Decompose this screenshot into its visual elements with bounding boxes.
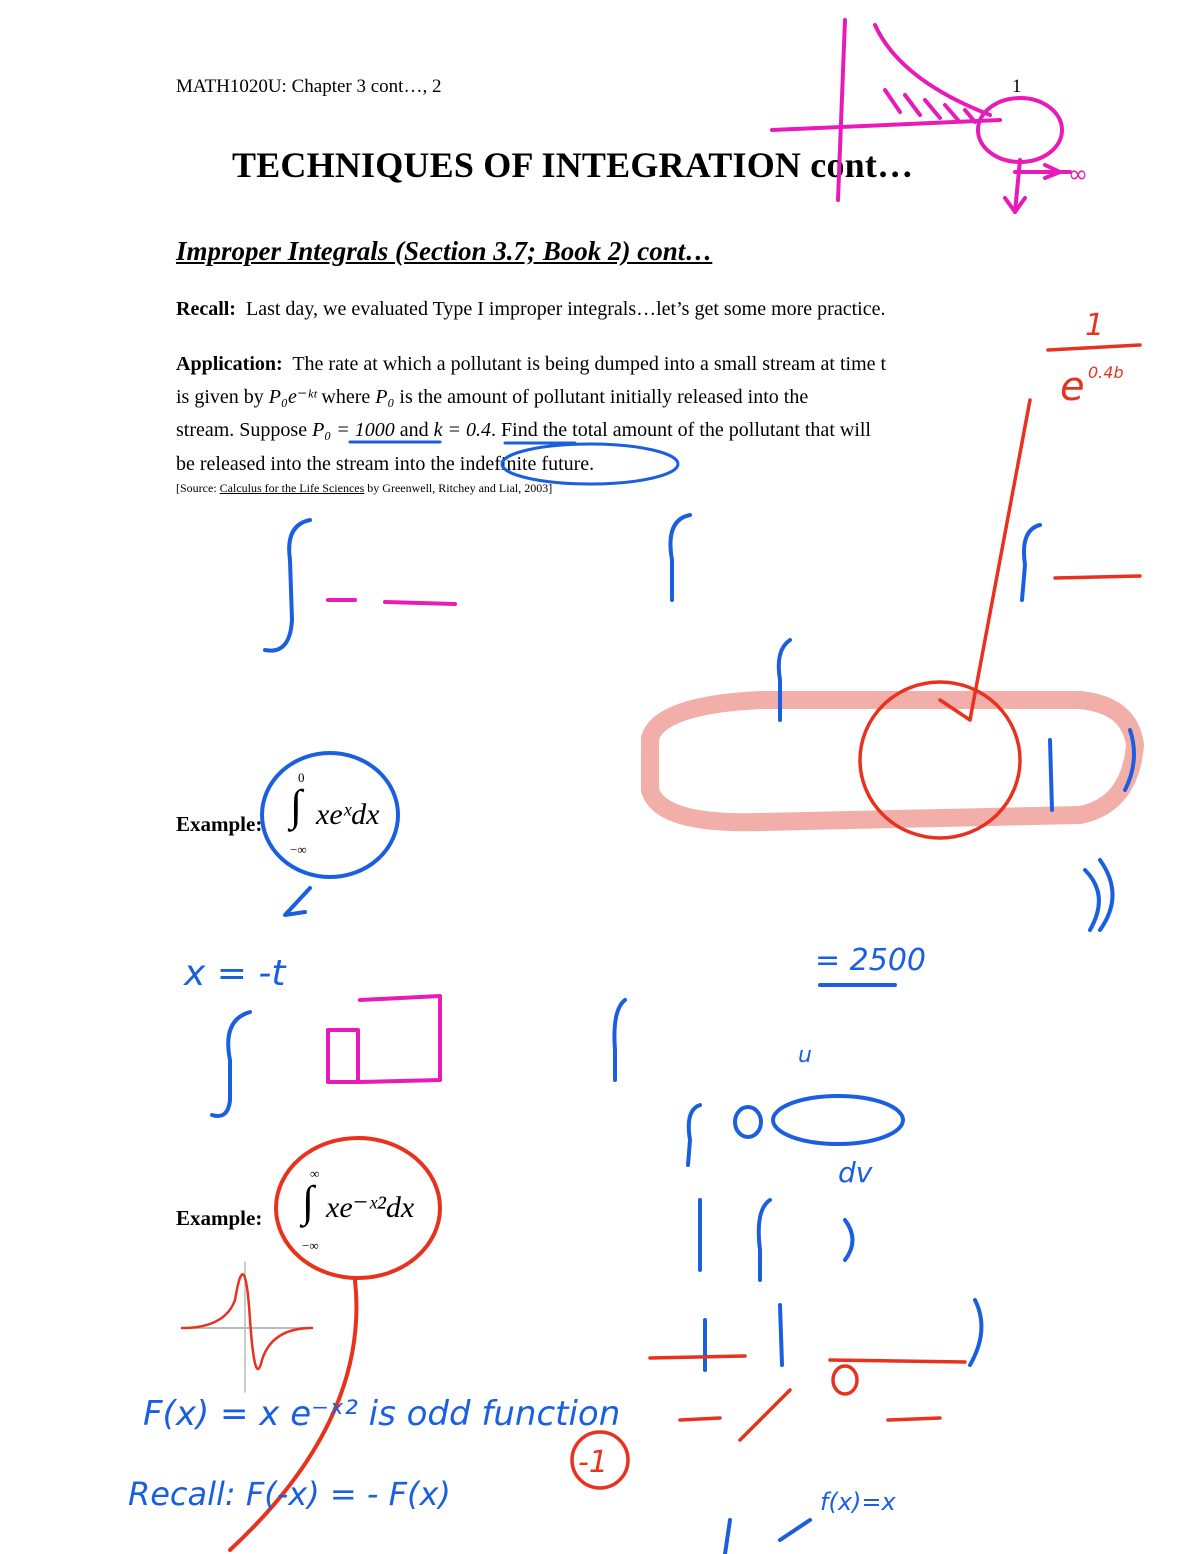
example-2-integrand: xe⁻ˣ²dx [326,1191,415,1224]
pink-infinity-icon: ∞ [1068,160,1088,188]
red-denominator: e [1060,364,1085,410]
formula-k: k = 0.4 [433,419,492,441]
integral-sign: ∫ [302,1177,315,1226]
integral-sign: ∫ [290,781,303,830]
red-numerator-one: 1 [1085,308,1105,343]
application-line-4: be released into the stream into the indefinite future. [176,453,595,475]
application-text-3b: and [399,419,429,441]
fx-label: f(x)=x [820,1488,896,1516]
example-2-circle [276,1138,440,1278]
recall-odd-label: Recall: F(-x) = - F(x) [128,1475,451,1513]
application-text-2c: is the amount of pollutant initially released into the [399,386,809,408]
source-suffix: by Greenwell, Ritchey and Lial, 2003] [367,481,553,495]
example-2-upper-limit: ∞ [310,1166,320,1181]
pink-sketch [772,20,1070,212]
example-2-lower-limit: −∞ [302,1238,319,1253]
recall-label: Recall: [176,298,236,320]
page-title: TECHNIQUES OF INTEGRATION cont… [232,145,914,185]
source-prefix: [Source: [176,481,217,495]
odd-function-label: F(x) = x e⁻ˣ² is odd function [143,1394,621,1434]
page-number: 1 [1012,76,1022,97]
recall-text: Last day, we evaluated Type I improper integrals…let’s get some more practice. [245,298,886,320]
indefinite-future-circle [502,444,678,484]
example-1-upper-limit: 0 [298,770,305,785]
formula-p0-value: P₀ = 1000 [312,419,395,441]
example-2-label: Example: [176,1206,263,1230]
odd-function-graph [182,1262,312,1392]
example-1-label: Example: [176,812,263,836]
dv-label: dv [838,1156,873,1189]
application-text-3a: stream. Suppose [176,419,308,441]
application-text-3c: . Find the total amount of the pollutant that will [491,419,871,441]
example-1-integrand: xeˣdx [316,798,380,831]
red-fraction-top [860,345,1140,838]
application-label: Application: [176,353,283,375]
source-book: Calculus for the Life Sciences [219,481,365,495]
application-text-1: The rate at which a pollutant is being dumped into a small stream at time t [292,353,887,375]
formula-p0: P₀ [375,386,395,408]
red-underlines [572,576,1140,1488]
example-1-circle [262,753,398,877]
blue-arrow-icon [285,888,310,915]
u-label: u [798,1043,812,1068]
red-exponent: 0.4b [1088,363,1124,382]
highlight-loop [650,700,1135,822]
example-1-lower-limit: −∞ [290,842,307,857]
result-label: = 2500 [815,943,927,978]
section-heading: Improper Integrals (Section 3.7; Book 2) cont… [176,236,713,266]
formula-rate: P₀e⁻ᵏᵗ [268,386,317,408]
application-text-2b: where [321,386,371,408]
header-course: MATH1020U: Chapter 3 cont…, 2 [176,76,442,97]
substitution-label: x = -t [184,953,286,994]
application-text-2a: is given by [176,386,264,408]
answer-label: -1 [578,1445,608,1480]
